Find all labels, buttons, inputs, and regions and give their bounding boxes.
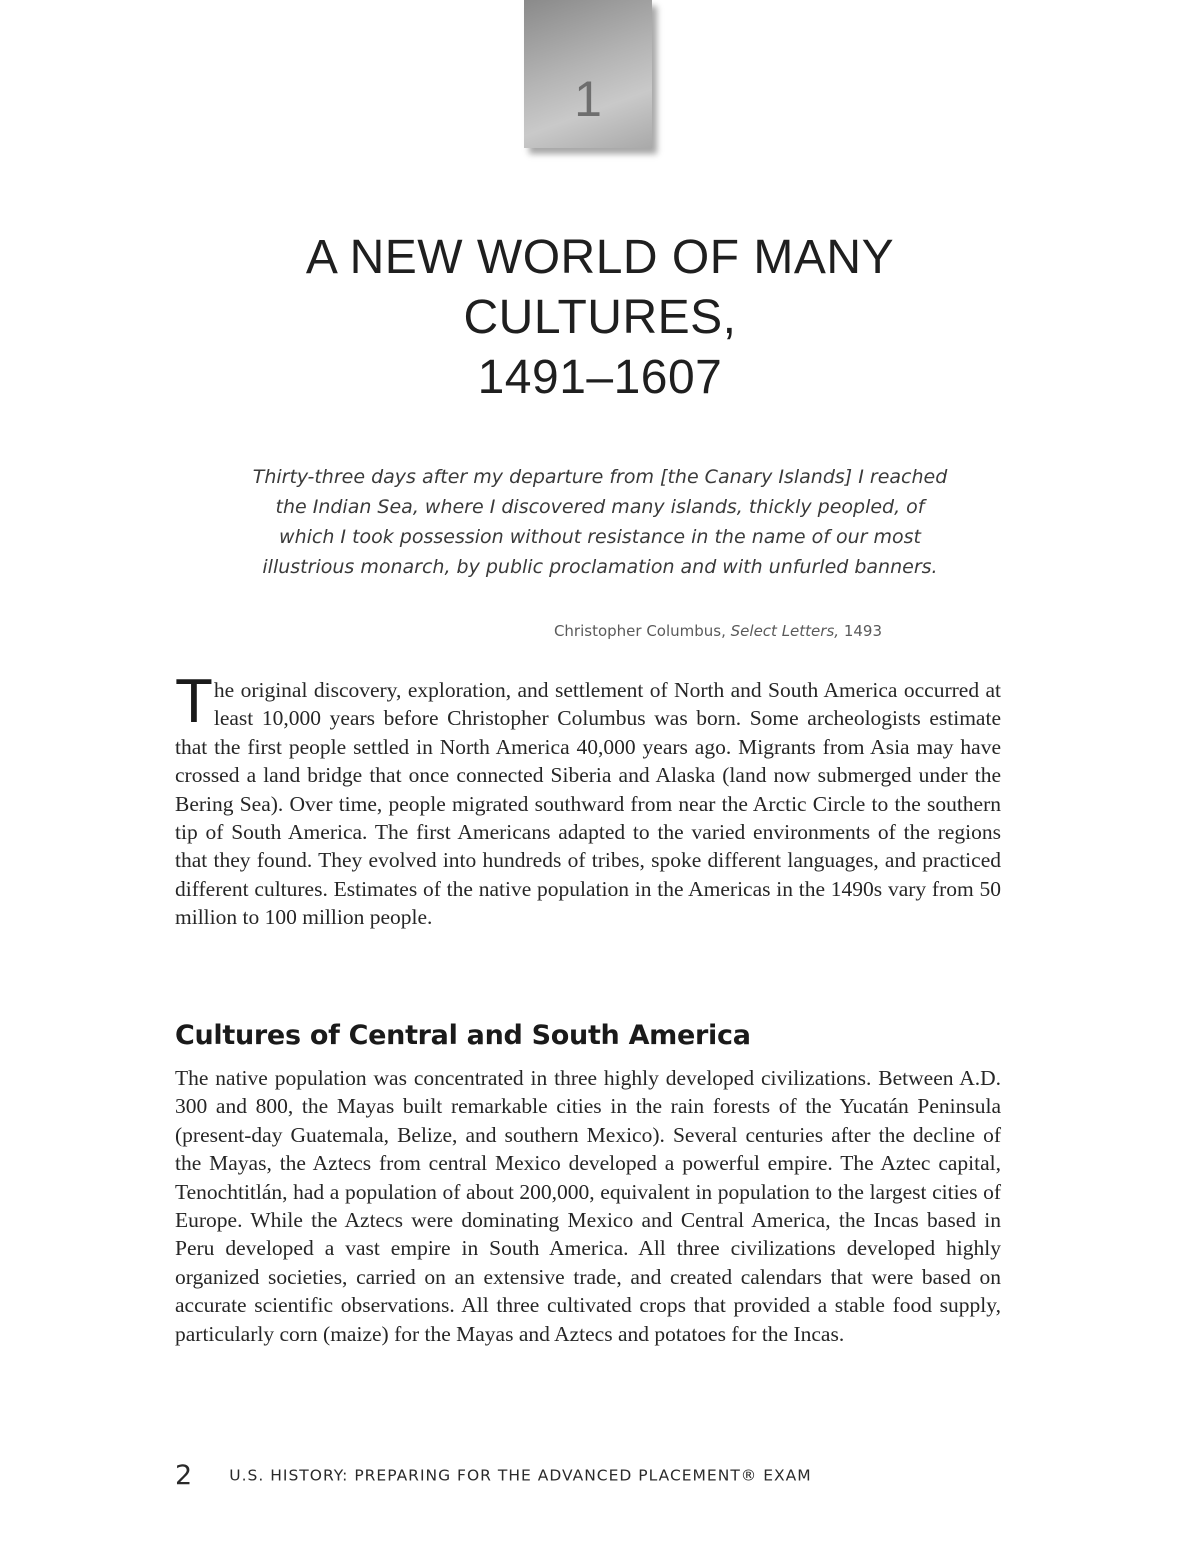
section-paragraph: The native population was concentrated in three highly developed civilizations. Between A.D. 300 and 800, the Mayas built remarkable cities in the rain forests of the Yucatán Peninsula (present-day Guatemala, Belize, and southern Mexico). Several centuries after the decline of the Mayas, the Aztecs from central Mexico developed a powerful empire. The Aztec capital, Tenochtitlán, had a population of about 200,000, equivalent in population to the largest cities of Europe. While the Aztecs were dominating Mexico and Central America, the Incas based in Peru developed a vast empire in South America. All three civilizations developed highly organized societies, carried on an extensive trade, and created calendars that were based on accurate scientific observations. All three cultivated crops that provided a stable food supply, particularly corn (maize) for the Mayas and Aztecs and potatoes for the Incas. — [175, 1066, 1001, 1346]
epigraph-quote: Thirty-three days after my departure from [the Canary Islands] I reached the Indian Sea, where I discovered many islands, thickly peopled, of which I took possession without resistance in the name of our most illustrious monarch, by public proclamation and with unfurled banners. — [252, 466, 948, 578]
chapter-number: 1 — [574, 71, 602, 127]
chapter-title-line: A NEW WORLD OF MANY — [305, 231, 895, 284]
section-heading: Cultures of Central and South America — [175, 1020, 751, 1051]
page-footer — [175, 1460, 812, 1491]
epigraph-attribution — [554, 622, 882, 640]
chapter-title-line: 1491–1607 — [477, 351, 723, 404]
page-number: 2 — [175, 1460, 193, 1491]
epigraph-year: 1493 — [843, 622, 882, 640]
chapter-number-tab — [524, 0, 652, 148]
intro-paragraph — [175, 667, 1001, 932]
chapter-title-line: CULTURES, — [463, 291, 737, 344]
chapter-title — [150, 228, 1050, 408]
epigraph-work: Select Letters, — [730, 622, 840, 640]
running-title: U.S. HISTORY: PREPARING FOR THE ADVANCED PLACEMENT® EXAM — [229, 1466, 812, 1485]
drop-cap: T — [175, 667, 213, 736]
epigraph-author: Christopher Columbus, — [553, 622, 726, 640]
epigraph — [250, 462, 950, 582]
intro-text: he original discovery, exploration, and settlement of North and South America occurred at least 10,000 years before Christopher Columbus was born. Some archeologists estimate that the first people settled in North America 40,000 years ago. Migrants from Asia may have crossed a land bridge that once connected Siberia and Alaska (land now submerged under the Bering Sea). Over time, people migrated southward from near the Arctic Circle to the southern tip of South America. The first Americans adapted to the varied environments of the regions that they found. They evolved into hundreds of tribes, spoke different languages, and practiced different cultures. Estimates of the native population in the Americas in the 1490s vary from 50 million to 100 million people. — [175, 678, 1001, 930]
